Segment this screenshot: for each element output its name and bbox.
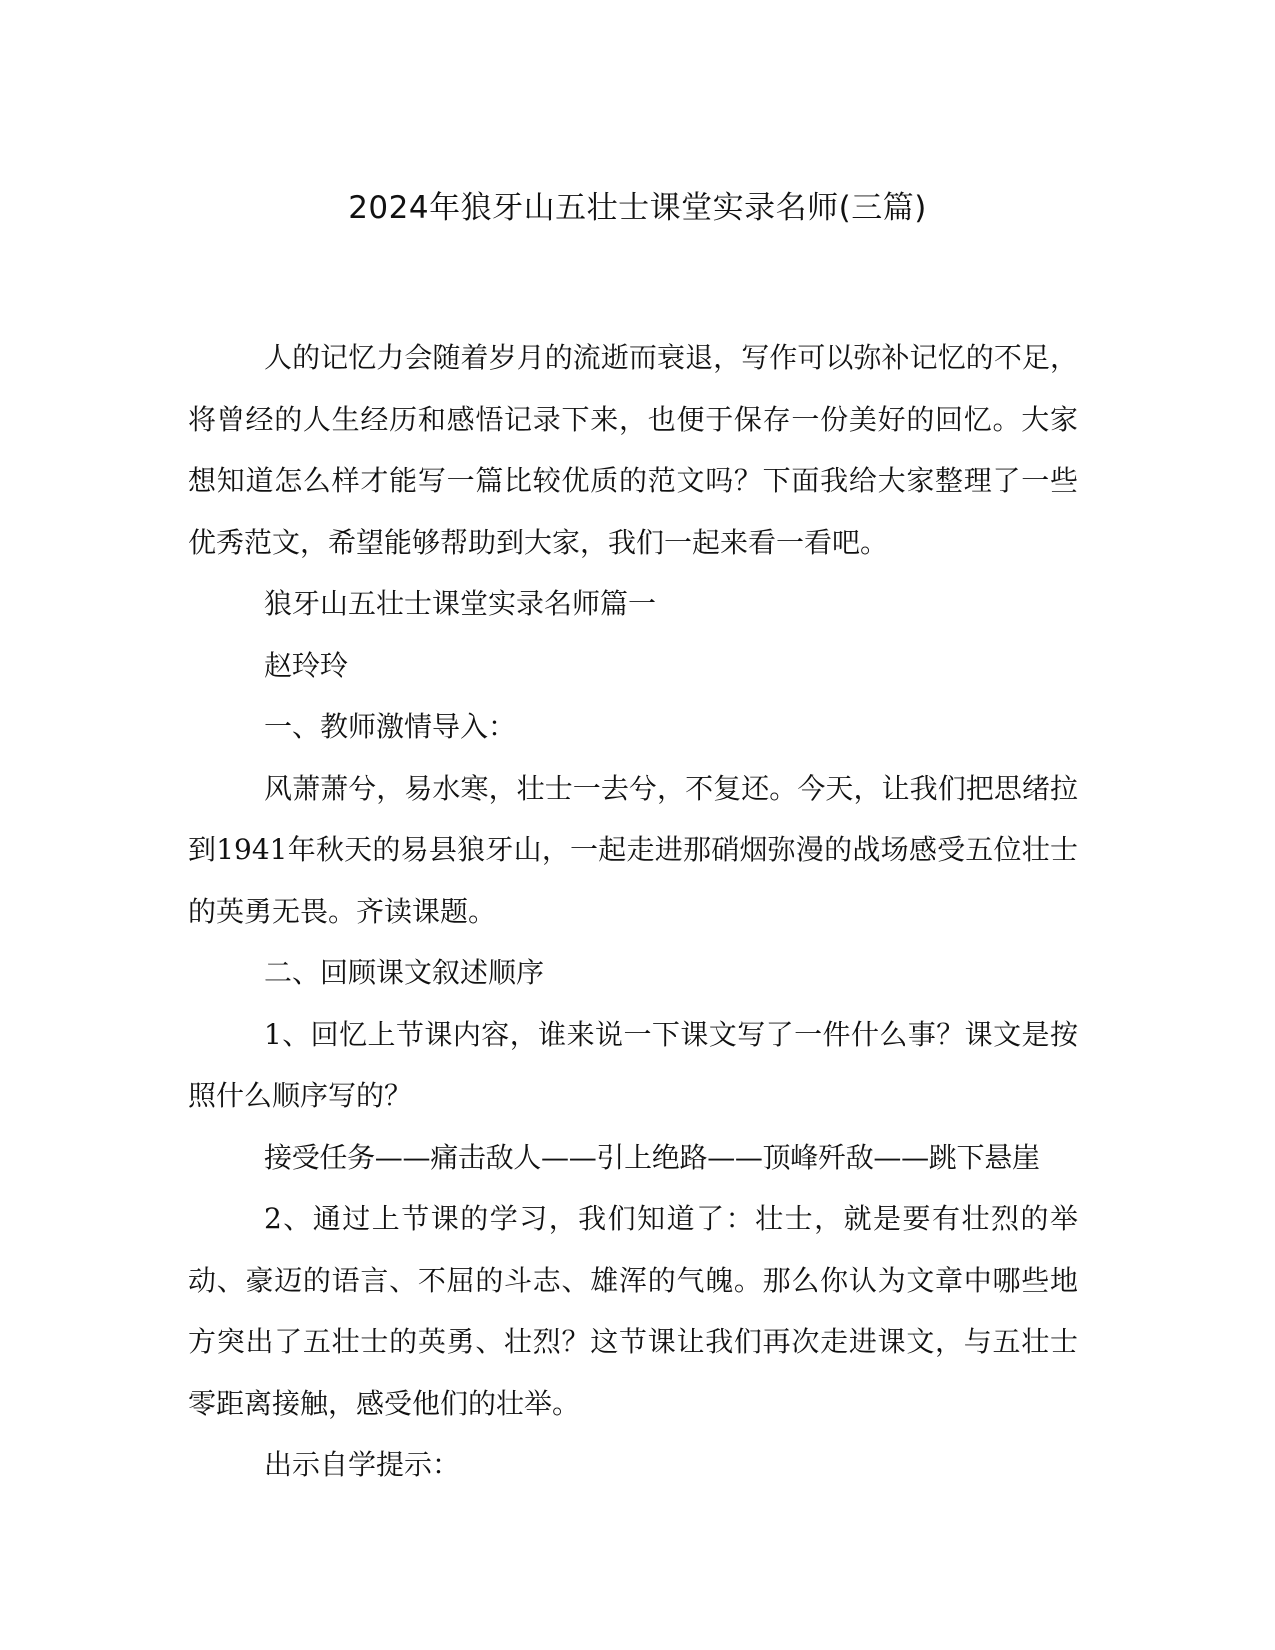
author-name: 赵玲玲: [264, 648, 349, 682]
intro-paragraph: 人的记忆力会随着岁月的流逝而衰退，写作可以弥补记忆的不足，将曾经的人生经历和感悟记录下来，也便于保存一份美好的回忆。大家想知道怎么样才能写一篇比较优质的范文吗？下面我给大家整理了一些优秀范文，希望能够帮助到大家，我们一起来看一看吧。: [188, 341, 1078, 559]
sequence-line: 接受任务——痛击敌人——引上绝路——顶峰歼敌——跳下悬崖: [264, 1140, 1040, 1174]
step-heading-1: 一、教师激情导入：: [264, 710, 517, 743]
document-body: [188, 327, 1078, 1496]
body-paragraph: 风萧萧兮，易水寒，壮士一去兮，不复还。今天，让我们把思绪拉到1941年秋天的易县狼牙山，一起走进那硝烟弥漫的战场感受五位壮士的英勇无畏。齐读课题。: [188, 771, 1078, 928]
body-paragraph: 出示自学提示：: [264, 1448, 461, 1481]
step-heading-2: 二、回顾课文叙述顺序: [264, 956, 545, 989]
body-paragraph: 1、回忆上节课内容，谁来说一下课文写了一件什么事？课文是按照什么顺序写的？: [188, 1017, 1078, 1112]
body-paragraph: 2、通过上节课的学习，我们知道了：壮士，就是要有壮烈的举动、豪迈的语言、不屈的斗志、雄浑的气魄。那么你认为文章中哪些地方突出了五壮士的英勇、壮烈？这节课让我们再次走进课文，与五壮士零距离接触，感受他们的壮举。: [188, 1202, 1078, 1420]
document-title: 2024年狼牙山五壮士课堂实录名师(三篇): [348, 190, 927, 226]
section-heading: 狼牙山五壮士课堂实录名师篇一: [264, 587, 657, 620]
